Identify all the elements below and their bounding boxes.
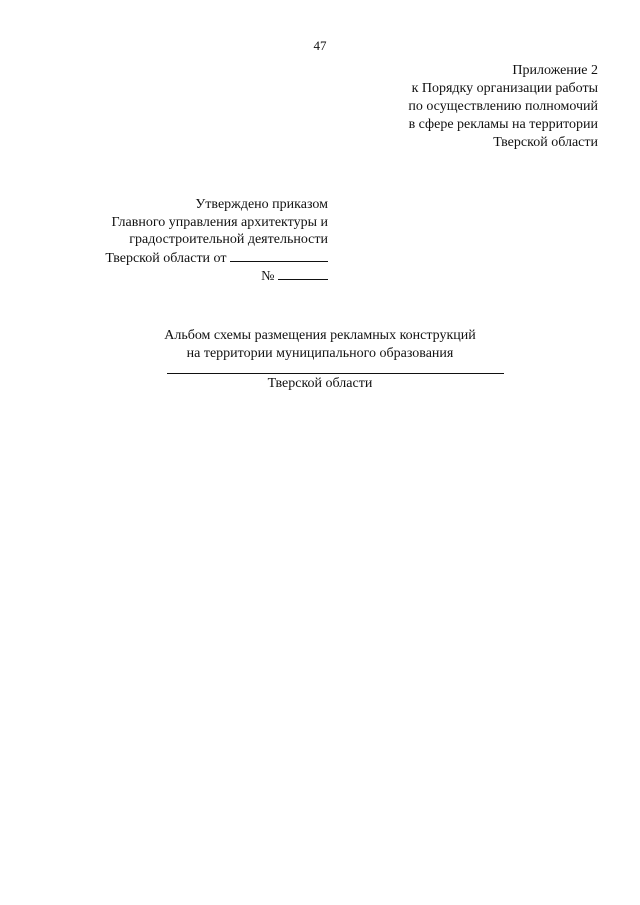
album-title: [0, 327, 640, 363]
album-title-line: Альбом схемы размещения рекламных конструкций: [164, 328, 476, 343]
page-number: 47: [313, 38, 327, 53]
album-title-line: на территории муниципального образования: [186, 346, 454, 361]
municipality-name-blank: [167, 373, 504, 374]
appendix-heading: [408, 62, 598, 152]
appendix-line: по осуществлению полномочий: [408, 99, 598, 114]
appendix-line: Приложение 2: [512, 63, 598, 78]
appendix-line: в сфере рекламы на территории: [408, 117, 598, 132]
approval-date-blank: [230, 249, 328, 262]
approval-line: градостроительной деятельности: [129, 232, 328, 247]
approval-date-line: [105, 249, 328, 268]
appendix-line: к Порядку организации работы: [411, 81, 598, 96]
appendix-line: Тверской области: [493, 135, 598, 150]
approval-date-label: Тверской области от: [105, 250, 227, 266]
approval-number-blank: [278, 267, 328, 280]
approval-number-line: [105, 267, 328, 286]
region-name: Тверской области: [267, 376, 373, 391]
approval-number-label: №: [261, 269, 275, 284]
approval-line: Утверждено приказом: [195, 197, 328, 212]
approval-line: Главного управления архитектуры и: [111, 214, 328, 230]
approval-block: [105, 196, 328, 286]
